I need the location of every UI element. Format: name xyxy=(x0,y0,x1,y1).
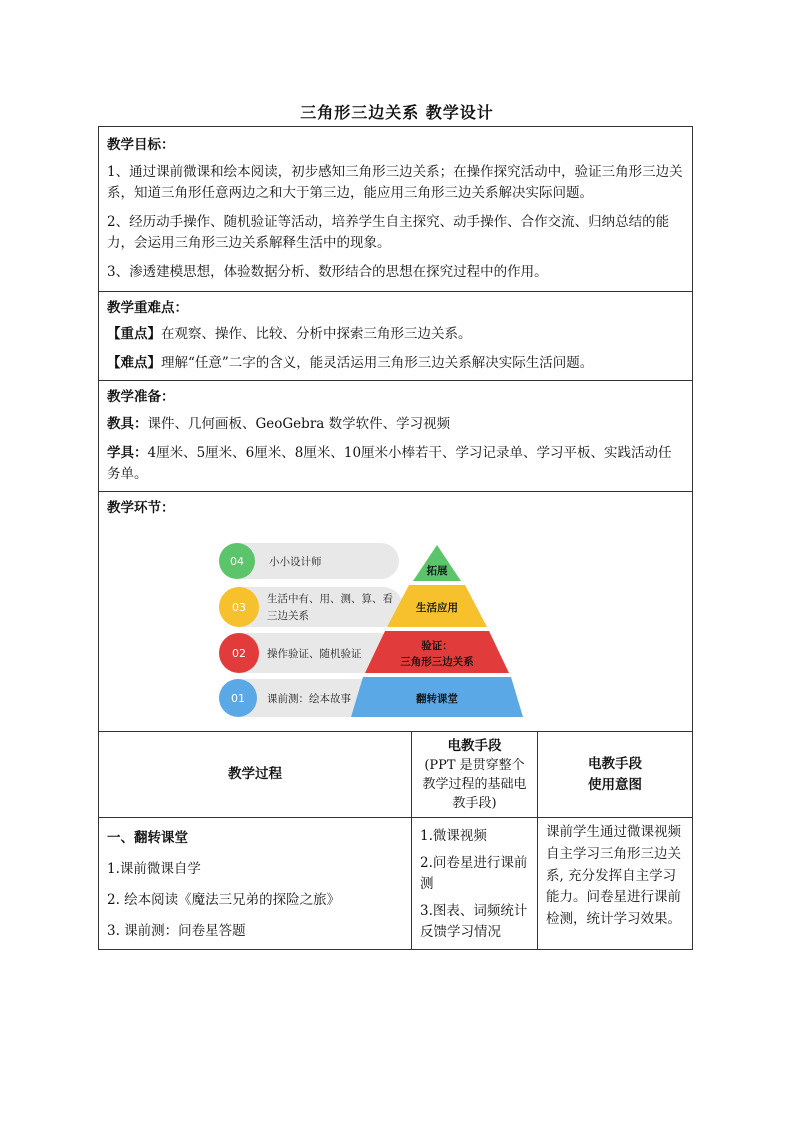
lesson-plan-table xyxy=(98,126,693,950)
level-01-num: 01 xyxy=(231,691,245,705)
objective-item: 3、渗透建模思想，体验数据分析、数形结合的思想在探究过程中的作用。 xyxy=(107,263,548,280)
objective-item: 1、通过课前微课和绘本阅读，初步感知三角形三边关系；在操作探究活动中，验证三角形三边关系，知道三角形任意两边之和大于第三边，能应用三角形三边关系解决实际问题。 xyxy=(107,163,683,201)
media-col-title: 电教手段 xyxy=(447,737,502,754)
page-title: 三角形三边关系 教学设计 xyxy=(300,103,494,122)
media-item: 3.图表、词频统计反馈学习情况 xyxy=(420,903,528,941)
process-header-row xyxy=(99,731,693,817)
objectives-heading: 教学目标： xyxy=(107,137,175,153)
intent-text: 课前学生通过微课视频 自主学习三角形三边关系, 充分发挥自主学习能力。问卷星进行课前检测，统计学习效果。 xyxy=(538,818,693,950)
key-points-row xyxy=(99,291,693,381)
key-point-label: 【重点】 xyxy=(107,326,161,343)
stages-row xyxy=(99,491,693,731)
key-point-text: 在观察、操作、比较、分析中探索三角形三边关系。 xyxy=(161,326,472,343)
level-04-tri-label: 拓展 xyxy=(426,564,448,577)
preparation-row xyxy=(99,381,693,492)
intent-col-header xyxy=(538,731,693,817)
level-04-num: 04 xyxy=(230,554,244,568)
media-col-header xyxy=(412,731,538,817)
stages-pyramid xyxy=(107,525,684,725)
difficult-point-label: 【难点】 xyxy=(107,355,161,372)
student-tools-label: 学具： xyxy=(107,445,148,462)
level-03-tri-label: 生活应用 xyxy=(416,601,458,614)
level-02-tri-label-2: 三角形三边关系 xyxy=(400,655,474,668)
teacher-tools-label: 教具： xyxy=(107,416,148,433)
student-tools xyxy=(107,443,684,485)
media-item: 1.微课视频 xyxy=(420,828,487,845)
difficult-point-text: 理解“任意”二字的含义，能灵活运用三角形三边关系解决实际生活问题。 xyxy=(161,355,594,372)
teacher-tools-text: 课件、几何画板、GeoGebra 数学软件、学习视频 xyxy=(147,416,451,433)
media-col-sub: (PPT 是贯穿整个教学过程的基础电教手段) xyxy=(422,757,527,811)
process-col-header: 教学过程 xyxy=(99,731,412,817)
process-row xyxy=(99,818,693,950)
section-title: 一、翻转课堂 xyxy=(107,830,188,847)
level-03-num: 03 xyxy=(232,600,246,614)
level-02-tri-label-1: 验证： xyxy=(421,639,453,652)
intent-col-line1: 电教手段 xyxy=(588,755,642,772)
level-03-label-2: 三边关系 xyxy=(267,609,309,622)
process-step: 1.课前微课自学 xyxy=(107,861,201,878)
level-04-label: 小小设计师 xyxy=(269,555,322,568)
preparation-heading: 教学准备： xyxy=(107,389,175,406)
intent-col-line2: 使用意图 xyxy=(588,776,642,793)
process-step: 2. 绘本阅读《魔法三兄弟的探险之旅》 xyxy=(107,892,341,909)
level-01-tri-label: 翻转课堂 xyxy=(416,692,458,705)
student-tools-text: 4厘米、5厘米、6厘米、8厘米、10厘米小棒若干、学习记录单、学习平板、实践活动任务单。 xyxy=(107,445,672,483)
process-step: 3. 课前测：问卷星答题 xyxy=(107,923,246,940)
key-points-heading: 教学重难点： xyxy=(107,299,188,316)
objective-item: 2、经历动手操作、随机验证等活动，培养学生自主探究、动手操作、合作交流、归纳总结的能力，会运用三角形三边关系解释生活中的现象。 xyxy=(107,213,670,251)
teacher-tools xyxy=(107,414,684,435)
pyramid-graphic xyxy=(219,539,523,721)
media-item: 2.问卷星进行课前测 xyxy=(420,855,528,893)
stages-heading: 教学环节： xyxy=(107,499,175,516)
level-02-num: 02 xyxy=(232,646,246,660)
objectives-row xyxy=(99,127,693,292)
difficult-point xyxy=(107,353,684,374)
level-03-label-1: 生活中有、用、测、算、看 xyxy=(267,592,393,605)
level-01-label: 课前测：绘本故事 xyxy=(267,692,351,705)
level-02-label: 操作验证、随机验证 xyxy=(267,647,362,660)
key-point xyxy=(107,324,684,345)
